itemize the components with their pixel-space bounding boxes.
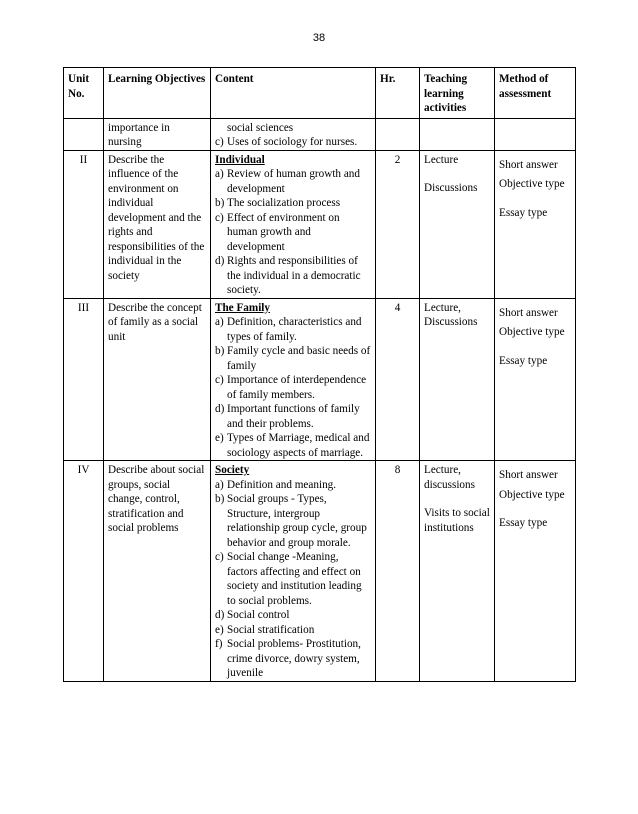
- table-row-continuation: [64, 118, 576, 150]
- item-label: e): [215, 623, 224, 636]
- item-label: e): [215, 432, 224, 444]
- item-text: Social change -Meaning, factors affecting and effect on society and institution leading to social problems.: [227, 551, 362, 607]
- assessment-text: Essay type: [499, 354, 548, 367]
- content-item: [215, 254, 371, 298]
- header-content: Content: [211, 68, 376, 119]
- header-unit: Unit No.: [64, 68, 104, 119]
- hours-value: 8: [376, 461, 420, 682]
- item-text: Definition, characteristics and types of family.: [227, 316, 362, 343]
- item-label: c): [215, 136, 224, 148]
- assessment-cell: [495, 150, 576, 298]
- header-row: [64, 68, 576, 119]
- item-label: f): [215, 638, 223, 650]
- content-cell: [211, 461, 376, 682]
- objective-cell: Describe about social groups, social change, control, stratification and social problems: [104, 461, 211, 682]
- hours-value: 4: [376, 298, 420, 461]
- header-assessment: Method of assessment: [495, 68, 576, 119]
- content-title: The Family: [215, 301, 271, 314]
- syllabus-table: [63, 67, 576, 682]
- unit-number: II: [64, 150, 104, 298]
- assessment-cell: [495, 461, 576, 682]
- header-activities: Teaching learning activities: [420, 68, 495, 119]
- content-cell: [211, 118, 376, 150]
- table-row-unit-iv: [64, 461, 576, 682]
- objective-cell: importance in nursing: [104, 118, 211, 150]
- assessment-text: Objective type: [499, 326, 565, 338]
- hours-value: 2: [376, 150, 420, 298]
- table-row-unit-ii: [64, 150, 576, 298]
- content-item: [215, 315, 371, 344]
- assessment-text: Objective type: [499, 488, 565, 501]
- content-continuation: social sciences: [227, 121, 294, 134]
- objective-cell: Describe the influence of the environment on individual development and the rights and responsibilities of the individual in the society: [104, 150, 211, 298]
- content-title: Society: [215, 464, 250, 476]
- hours-cell: [376, 118, 420, 150]
- header-objectives: Learning Objectives: [104, 68, 211, 119]
- activities-cell: [420, 150, 495, 298]
- item-label: a): [215, 478, 224, 491]
- unit-number: III: [64, 298, 104, 461]
- item-text: Definition and meaning.: [227, 478, 337, 491]
- item-text: Importance of interdependence of family members.: [227, 374, 367, 401]
- item-label: b): [215, 345, 225, 357]
- objective-cell: Describe the concept of family as a social unit: [104, 298, 211, 461]
- item-label: a): [215, 316, 224, 328]
- activity-text: Lecture, discussions: [424, 464, 475, 491]
- item-label: c): [215, 374, 224, 386]
- item-text: Effect of environment on human growth and development: [227, 211, 340, 253]
- content-cell: [211, 298, 376, 461]
- item-text: Social problems- Prostitution, crime divorce, dowry system, juvenile: [227, 638, 361, 679]
- content-item: [215, 431, 371, 460]
- assessment-cell: [495, 298, 576, 461]
- item-label: d): [215, 403, 225, 415]
- assessment-text: Essay type: [499, 517, 548, 529]
- item-label: d): [215, 255, 225, 267]
- unit-cell: [64, 118, 104, 150]
- content-item: [215, 478, 371, 493]
- assessment-text: Objective type: [499, 178, 565, 190]
- content-item: [215, 492, 371, 550]
- activities-cell: [420, 298, 495, 461]
- content-item: [215, 196, 371, 211]
- item-text: Social stratification: [227, 623, 315, 636]
- item-text: Social groups - Types, Structure, intergroup relationship group cycle, group behavior and group morale.: [227, 493, 367, 549]
- assessment-text: Short answer: [499, 158, 558, 171]
- item-text: The socialization process: [227, 197, 341, 209]
- item-text: Types of Marriage, medical and sociology aspects of marriage.: [227, 432, 370, 459]
- activities-cell: [420, 461, 495, 682]
- item-label: c): [215, 211, 224, 224]
- item-label: a): [215, 168, 224, 180]
- item-text: Review of human growth and development: [227, 168, 360, 195]
- unit-number: IV: [64, 461, 104, 682]
- assessment-text: Short answer: [499, 306, 558, 319]
- assessment-text: Short answer: [499, 469, 558, 481]
- content-item: [215, 402, 371, 431]
- assessment-cell: [495, 118, 576, 150]
- item-text: Important functions of family and their problems.: [227, 403, 360, 430]
- assessment-text: Essay type: [499, 206, 548, 219]
- content-item: [215, 623, 371, 638]
- activity-text: Visits to social institutions: [424, 507, 490, 534]
- content-item: [215, 167, 371, 196]
- item-label: b): [215, 493, 225, 505]
- activities-cell: [420, 118, 495, 150]
- header-hours: Hr.: [376, 68, 420, 119]
- activity-text: Discussions: [424, 182, 478, 194]
- item-text: Rights and responsibilities of the individual in a democratic society.: [227, 255, 361, 296]
- item-text: Uses of sociology for nurses.: [227, 136, 358, 148]
- content-item: [215, 637, 371, 681]
- activity-text: Lecture: [424, 153, 459, 166]
- content-item: [215, 344, 371, 373]
- item-label: b): [215, 197, 225, 209]
- content-title: Individual: [215, 153, 265, 166]
- content-item: [215, 373, 371, 402]
- item-label: c): [215, 551, 224, 563]
- content-item: [215, 135, 371, 150]
- table-row-unit-iii: [64, 298, 576, 461]
- item-text: Family cycle and basic needs of family: [227, 345, 371, 372]
- page-number: 38: [312, 32, 326, 44]
- item-text: Social control: [227, 609, 290, 621]
- content-item: [215, 550, 371, 608]
- item-label: d): [215, 609, 225, 621]
- content-item: [215, 608, 371, 623]
- content-cell: [211, 150, 376, 298]
- activity-text: Lecture, Discussions: [424, 301, 478, 328]
- content-item: [215, 211, 371, 255]
